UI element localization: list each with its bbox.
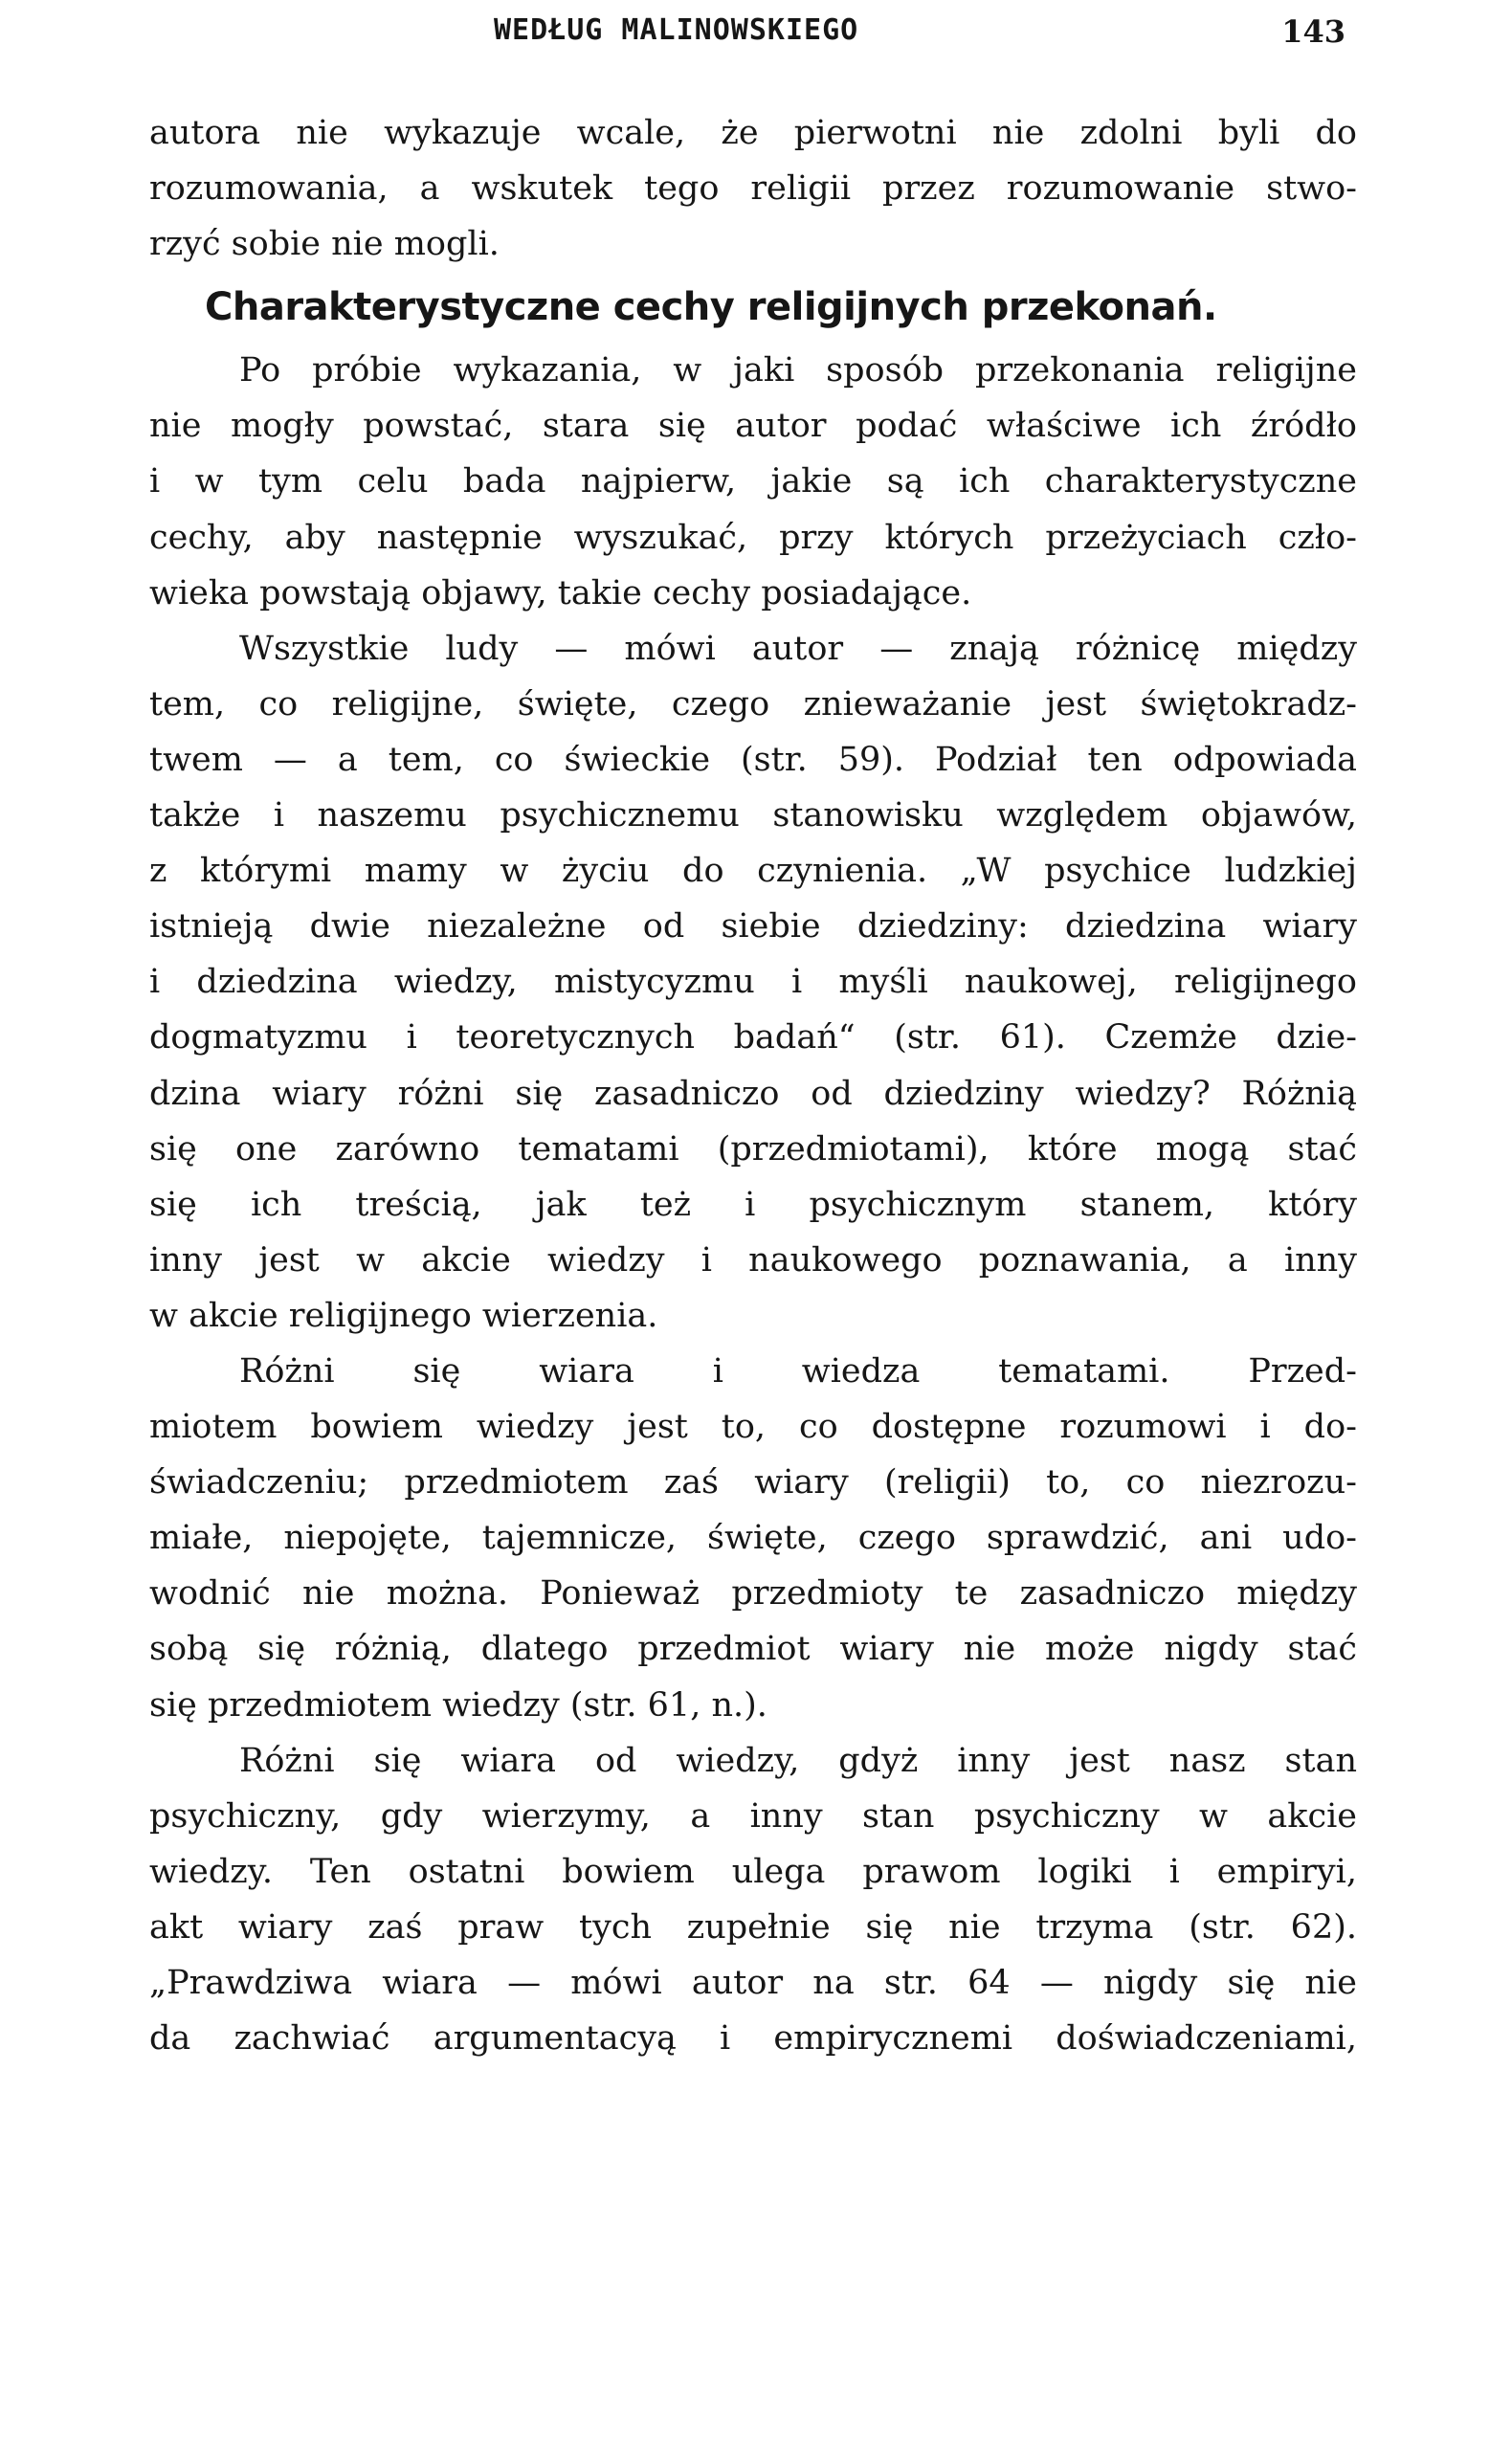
text-line: cechy, aby następnie wyszukać, przy których przeżyciach czło-	[149, 518, 1357, 557]
text-line: Różni się wiara od wiedzy, gdyż inny jest nasz stan	[239, 1741, 1357, 1780]
page-body	[149, 105, 1357, 2066]
text-line: rozumowania, a wskutek tego religii przez rozumowanie stwo-	[149, 169, 1357, 209]
text-line: twem — a tem, co świeckie (str. 59). Podział ten odpowiada	[149, 740, 1357, 779]
text-line: nie mogły powstać, stara się autor podać właściwe ich źródło	[149, 407, 1357, 446]
text-line: się ich treścią, jak też i psychicznym stanem, który	[149, 1185, 1357, 1224]
paragraph	[149, 105, 1357, 272]
text-line: i w tym celu bada najpierw, jakie są ich charakterystyczne	[149, 462, 1357, 501]
text-line: Wszystkie ludy — mówi autor — znają różnicę między	[239, 629, 1357, 668]
page-number: 143	[1281, 13, 1345, 50]
text-line: tem, co religijne, święte, czego znieważanie jest świętokradz-	[149, 684, 1357, 724]
text-line: inny jest w akcie wiedzy i naukowego poznawania, a inny	[149, 1240, 1357, 1280]
text-line: Po próbie wykazania, w jaki sposób przekonania religijne	[239, 351, 1357, 390]
paragraph	[149, 343, 1357, 620]
text-line: psychiczny, gdy wierzymy, a inny stan psychiczny w akcie	[149, 1796, 1357, 1836]
running-head	[149, 13, 1357, 52]
text-line: rzyć sobie nie mogli.	[149, 225, 500, 264]
text-line: istnieją dwie niezależne od siebie dziedziny: dziedzina wiary	[149, 907, 1357, 946]
text-line: wieka powstają objawy, takie cechy posiadające.	[149, 573, 972, 612]
text-line: akt wiary zaś praw tych zupełnie się nie trzyma (str. 62).	[149, 1907, 1357, 1947]
text-line: Różni się wiara i wiedza tematami. Przed-	[239, 1351, 1357, 1391]
text-line: i dziedzina wiedzy, mistycyzmu i myśli naukowej, religijnego	[149, 963, 1357, 1002]
text-line: się przedmiotem wiedzy (str. 61, n.).	[149, 1685, 767, 1725]
text-line: się one zarówno tematami (przedmiotami), które mogą stać	[149, 1129, 1357, 1169]
text-line: świadczeniu; przedmiotem zaś wiary (religii) to, co niezrozu-	[149, 1463, 1357, 1503]
text-line: także i naszemu psychicznemu stanowisku względem objawów,	[149, 796, 1357, 835]
text-line: miałe, niepojęte, tajemnicze, święte, czego sprawdzić, ani udo-	[149, 1519, 1357, 1558]
paragraph	[149, 1733, 1357, 2067]
running-head-title: WEDŁUG MALINOWSKIEGO	[494, 13, 859, 47]
text-line: dzina wiary różni się zasadniczo od dziedziny wiedzy? Różnią	[149, 1074, 1357, 1113]
text-line: wiedzy. Ten ostatni bowiem ulega prawom logiki i empiryi,	[149, 1852, 1357, 1891]
text-line: z którymi mamy w życiu do czynienia. „W psychice ludzkiej	[149, 852, 1357, 891]
text-line: autora nie wykazuje wcale, że pierwotni nie zdolni byli do	[149, 114, 1357, 152]
paragraph	[149, 621, 1357, 1344]
text-line: da zachwiać argumentacyą i empirycznemi doświadczeniami,	[149, 2019, 1357, 2059]
paragraph	[149, 1344, 1357, 1733]
text-line: dogmatyzmu i teoretycznych badań“ (str. 61). Czemże dzie-	[149, 1018, 1357, 1058]
text-line: sobą się różnią, dlatego przedmiot wiary nie może nigdy stać	[149, 1630, 1357, 1669]
text-line: w akcie religijnego wierzenia.	[149, 1296, 658, 1335]
section-heading: Charakterystyczne cechy religijnych przekonań.	[205, 285, 1217, 330]
text-line: wodnić nie można. Ponieważ przedmioty te zasadniczo między	[149, 1574, 1357, 1614]
text-line: miotem bowiem wiedzy jest to, co dostępne rozumowi i do-	[149, 1408, 1357, 1447]
text-line: „Prawdziwa wiara — mówi autor na str. 64 — nigdy się nie	[149, 1964, 1357, 2002]
